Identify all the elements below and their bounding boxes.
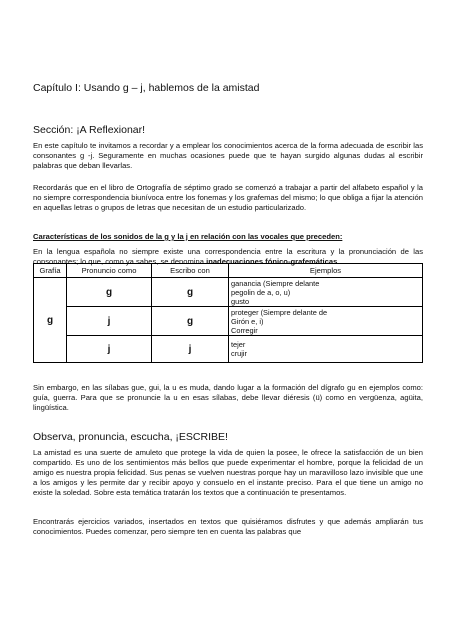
table-header-grafia: Grafía: [34, 264, 67, 278]
table-cell-pronuncio: j: [67, 336, 152, 363]
paragraph-caracteristicas-heading: Características de los sonidos de la g y la j en relación con las vocales que preceden:: [33, 232, 343, 241]
table-header-pronuncio: Pronuncio como: [67, 264, 152, 278]
paragraph-encontraras: Encontrarás ejercicios variados, insertados en textos que quisiéramos disfrutes y que además ampliarán tus conocimientos. Puedes comenzar, pero siempre ten en cuenta las palabras que: [33, 517, 423, 536]
example-line: proteger (Siempre delante de: [231, 307, 328, 317]
paragraph-inadecuaciones: En la lengua española no siempre existe una correspondencia entre la escritura y la pronunciación de las consonantes; lo que, como ya sabes, se denomina inadecuaciones fónico-grafemáticas.: [33, 247, 423, 266]
table-header-row: [34, 264, 423, 278]
table-cell-escribo: g: [152, 307, 229, 336]
table-cell-escribo: g: [152, 278, 229, 307]
table-cell-ejemplos: [229, 307, 423, 336]
example-line: ganancia (Siempre delante: [231, 278, 320, 288]
chapter-title: Capítulo I: Usando g – j, hablemos de la amistad: [33, 82, 260, 94]
example-line: crujir: [231, 349, 248, 358]
table-cell-pronuncio: j: [67, 307, 152, 336]
paragraph-sin-embargo: Sin embargo, en las sílabas gue, gui, la u es muda, dando lugar a la formación del dígrafo gu en ejemplos como: guía, guerra. Para que se pronuncie la u en esas sílabas, debe llevar diéresis (ü) como en vergüenza, agüita, lingüística.: [33, 383, 423, 412]
table-row: [34, 336, 423, 363]
example-line: Corregir: [231, 325, 258, 335]
paragraph-intro: En este capítulo te invitamos a recordar y a emplear los conocimientos acerca de la forma adecuada de escribir las consonantes g -j. Seguramente en muchas ocasiones puede que te hayan surgido algunas dudas al escribir palabras que deban llevarlas.: [33, 141, 423, 170]
table-header-escribo: Escribo con: [152, 264, 229, 278]
section-title-observa: Observa, pronuncia, escucha, ¡ESCRIBE!: [33, 431, 228, 443]
table-header-ejemplos: Ejemplos: [229, 264, 423, 278]
example-line: pegolin de a, o, u): [231, 287, 291, 297]
table-cell-grafia: g: [34, 278, 67, 363]
table-row: [34, 307, 423, 336]
paragraph-recordaras: Recordarás que en el libro de Ortografía de séptimo grado se comenzó a trabajar a partir del alfabeto español y la no siempre correspondencia biunívoca entre los fonemas y los grafemas del mismo; lo que obliga a fijar la atención en aquellas letras o grupos de letras que necesitan de un estudio particularizado.: [33, 183, 423, 212]
grafia-table: [33, 263, 423, 363]
example-line: Girón e, i): [231, 316, 264, 326]
example-line: tejer: [231, 340, 246, 349]
table-cell-escribo: j: [152, 336, 229, 363]
section-title-reflexionar: Sección: ¡A Reflexionar!: [33, 124, 146, 136]
table-cell-pronuncio: g: [67, 278, 152, 307]
example-line: gusto: [231, 296, 250, 306]
paragraph-amistad: La amistad es una suerte de amuleto que protege la vida de quien la posee, le ofrece la satisfacción de un bien compartido. Es uno de los sentimientos más bellos que puede experimentar el hombre, porque la felicidad de un amigo es nuestra propia felicidad. Sus penas se vuelven nuestras porque hay un maravilloso lazo invisible que une a los amigos y les permite dar y recibir apoyo y consuelo en el instante preciso. Para el que tiene un amigo no existe la soledad. Sobre esta temática tratarán los textos que a continuación te presentamos.: [33, 448, 423, 497]
table-cell-ejemplos: [229, 278, 423, 307]
table-cell-ejemplos: [229, 336, 423, 363]
table-row: [34, 278, 423, 307]
